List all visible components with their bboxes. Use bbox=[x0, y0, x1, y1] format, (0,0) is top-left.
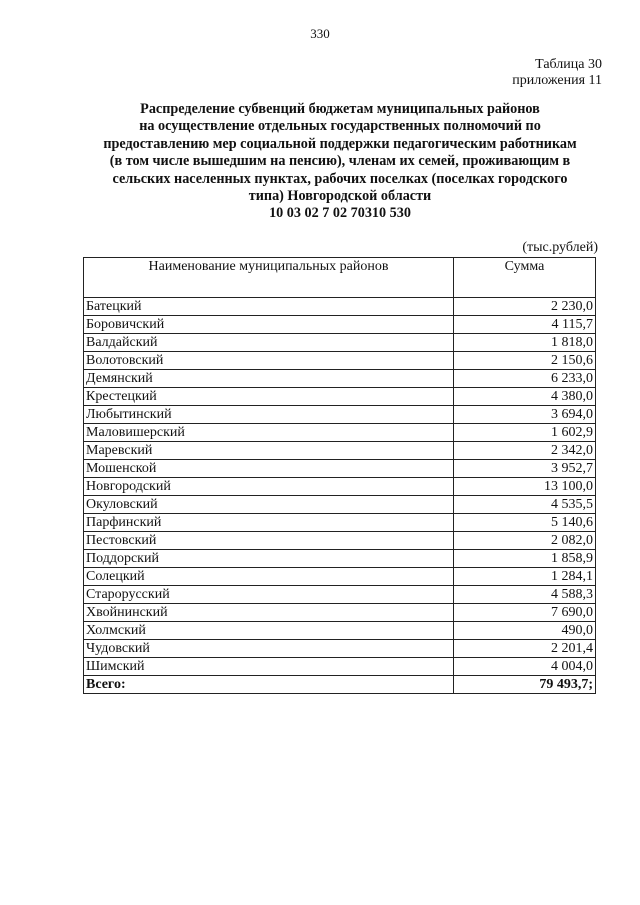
title-line: (в том числе вышедшим на пенсию), членам их семей, проживающим в bbox=[109, 153, 571, 170]
district-sum: 7 690,0 bbox=[454, 604, 596, 622]
title-line: Распределение субвенций бюджетам муниципальных районов bbox=[140, 101, 540, 117]
district-sum: 1 284,1 bbox=[454, 568, 596, 586]
table-row bbox=[84, 478, 596, 496]
district-name: Крестецкий bbox=[84, 388, 454, 406]
table-row bbox=[84, 334, 596, 352]
total-sum: 79 493,7; bbox=[454, 676, 596, 694]
subvention-table bbox=[83, 257, 596, 694]
table-row bbox=[84, 514, 596, 532]
district-name: Батецкий bbox=[84, 298, 454, 316]
table-row bbox=[84, 586, 596, 604]
table-row bbox=[84, 352, 596, 370]
table-header-row bbox=[84, 258, 596, 298]
district-sum: 2 201,4 bbox=[454, 640, 596, 658]
table-row bbox=[84, 496, 596, 514]
district-name: Маревский bbox=[84, 442, 454, 460]
table-row bbox=[84, 622, 596, 640]
district-sum: 2 150,6 bbox=[454, 352, 596, 370]
district-sum: 4 004,0 bbox=[454, 658, 596, 676]
table-total-row bbox=[84, 676, 596, 694]
district-name: Парфинский bbox=[84, 514, 454, 532]
table-row bbox=[84, 316, 596, 334]
district-name: Новгородский bbox=[84, 478, 454, 496]
table-row bbox=[84, 388, 596, 406]
district-sum: 6 233,0 bbox=[454, 370, 596, 388]
district-sum: 1 602,9 bbox=[454, 424, 596, 442]
district-sum: 4 115,7 bbox=[454, 316, 596, 334]
district-name: Боровичский bbox=[84, 316, 454, 334]
table-row bbox=[84, 658, 596, 676]
district-name: Холмский bbox=[84, 622, 454, 640]
district-name: Демянский bbox=[84, 370, 454, 388]
table-reference-line-1: Таблица 30 bbox=[535, 57, 602, 72]
table-row bbox=[84, 424, 596, 442]
table-reference-line-2: приложения 11 bbox=[512, 73, 602, 88]
table-row bbox=[84, 442, 596, 460]
title-line: на осуществление отдельных государственных полномочий по bbox=[139, 118, 541, 135]
district-sum: 2 230,0 bbox=[454, 298, 596, 316]
table-row bbox=[84, 604, 596, 622]
district-sum: 1 818,0 bbox=[454, 334, 596, 352]
header-name: Наименование муниципальных районов bbox=[84, 258, 454, 298]
district-name: Шимский bbox=[84, 658, 454, 676]
district-name: Поддорский bbox=[84, 550, 454, 568]
district-name: Пестовский bbox=[84, 532, 454, 550]
district-sum: 13 100,0 bbox=[454, 478, 596, 496]
district-sum: 1 858,9 bbox=[454, 550, 596, 568]
table-row bbox=[84, 550, 596, 568]
district-name: Старорусский bbox=[84, 586, 454, 604]
total-label: Всего: bbox=[84, 676, 454, 694]
district-name: Чудовский bbox=[84, 640, 454, 658]
district-name: Любытинский bbox=[84, 406, 454, 424]
table-row bbox=[84, 406, 596, 424]
table-row bbox=[84, 532, 596, 550]
district-name: Маловишерский bbox=[84, 424, 454, 442]
table-row bbox=[84, 460, 596, 478]
district-name: Мошенской bbox=[84, 460, 454, 478]
district-sum: 490,0 bbox=[454, 622, 596, 640]
table-row bbox=[84, 568, 596, 586]
district-sum: 4 380,0 bbox=[454, 388, 596, 406]
page-number: 330 bbox=[310, 26, 330, 41]
table-row bbox=[84, 640, 596, 658]
district-name: Волотовский bbox=[84, 352, 454, 370]
district-name: Окуловский bbox=[84, 496, 454, 514]
district-name: Валдайский bbox=[84, 334, 454, 352]
table-reference bbox=[512, 57, 602, 89]
title-line: сельских населенных пунктах, рабочих поселках (поселках городского bbox=[112, 170, 568, 187]
district-sum: 3 694,0 bbox=[454, 406, 596, 424]
district-name: Солецкий bbox=[84, 568, 454, 586]
district-sum: 5 140,6 bbox=[454, 514, 596, 532]
header-sum: Сумма bbox=[454, 258, 596, 298]
title-line: типа) Новгородской области bbox=[248, 188, 432, 205]
district-sum: 4 535,5 bbox=[454, 496, 596, 514]
district-name: Хвойнинский bbox=[84, 604, 454, 622]
title-line: предоставлению мер социальной поддержки педагогическим работникам bbox=[103, 135, 577, 152]
table-row bbox=[84, 298, 596, 316]
units-label: (тыс.рублей) bbox=[522, 240, 598, 255]
district-sum: 3 952,7 bbox=[454, 460, 596, 478]
district-sum: 2 082,0 bbox=[454, 532, 596, 550]
district-sum: 4 588,3 bbox=[454, 586, 596, 604]
document-title bbox=[60, 101, 620, 223]
budget-code: 10 03 02 7 02 70310 530 bbox=[269, 205, 411, 222]
table-row bbox=[84, 370, 596, 388]
district-sum: 2 342,0 bbox=[454, 442, 596, 460]
